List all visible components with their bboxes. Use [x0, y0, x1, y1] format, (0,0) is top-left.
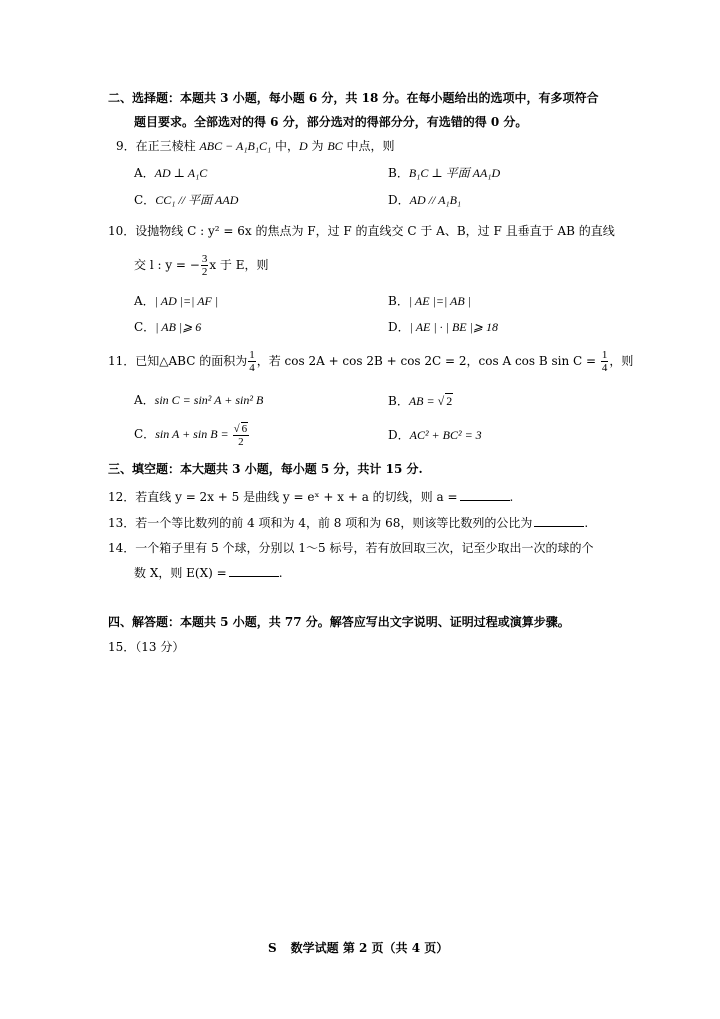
sqrt-symbol: √	[437, 394, 445, 408]
page-footer	[268, 941, 448, 955]
question-15: 15．（13 分）	[108, 640, 185, 654]
question-number: 12．	[108, 490, 136, 504]
q11-option-b: B．AB = √ 2	[388, 394, 453, 408]
question-12: 12．若直线 y = 2x + 5 是曲线 y = eˣ + x + a 的切线，则 a = .	[108, 490, 514, 504]
fraction: $\frac{√ 6}{2}$	[233, 422, 248, 448]
question-14-line2: 数 X，则 E(X) = .	[134, 566, 283, 580]
question-number: 9．	[116, 139, 136, 153]
answer-blank	[460, 490, 510, 501]
q9-option-b: B．B₁C ⊥ 平面 AA₁D	[388, 166, 501, 180]
section2-heading-line2: 题目要求。全部选对的得 6 分，部分选对的得部分分，有选错的得 0 分。	[134, 115, 528, 129]
question-number: 15．	[108, 640, 136, 654]
fraction: $\frac{1}{4}$	[249, 349, 255, 374]
question-10-line2: 交 l : y = − $\frac{3}{2}$ x 于 E，则	[134, 253, 269, 278]
question-11-stem: 11．已知△ABC 的面积为 $\frac{1}{4}$ ，若 cos 2A + cos 2B + cos 2C = 2，cos A cos B sin C = $\frac{1}{4}$ ，则	[108, 349, 634, 374]
question-9-stem: 9．在正三棱柱 ABC − A₁B₁C₁ 中，D 为 BC 中点，则	[116, 139, 395, 153]
q11-option-a: A．sin C = sin² A + sin² B	[134, 393, 264, 407]
fraction: $\frac{3}{2}$	[201, 253, 208, 278]
q10-option-d: D．| AE | · | BE |⩾ 18	[388, 320, 498, 334]
q11-option-c: C．sin A + sin B = $\frac{√ 6}{2}$	[134, 422, 248, 448]
q10-option-c: C．| AB |⩾ 6	[134, 320, 202, 334]
question-14-line1: 14．一个箱子里有 5 个球，分别以 1～5 标号，若有放回取三次，记至少取出一次的球的个	[108, 541, 594, 555]
question-number: 14．	[108, 541, 136, 555]
section4-heading: 四、解答题：本题共 5 小题，共 77 分。解答应写出文字说明、证明过程或演算步骤。	[108, 615, 570, 629]
section3-heading: 三、填空题：本大题共 3 小题，每小题 5 分，共计 15 分.	[108, 462, 423, 476]
question-10-line1: 10．设抛物线 C : y² = 6x 的焦点为 F，过 F 的直线交 C 于 A、B，过 F 且垂直于 AB 的直线	[108, 224, 615, 238]
footer-s: S	[268, 941, 277, 955]
answer-blank	[534, 516, 584, 527]
question-number: 13．	[108, 516, 136, 530]
question-13: 13．若一个等比数列的前 4 项和为 4，前 8 项和为 68，则该等比数列的公比为 .	[108, 516, 589, 530]
answer-blank	[229, 566, 279, 577]
q10-option-b: B．| AE |=| AB |	[388, 294, 472, 308]
question-number: 10．	[108, 224, 136, 238]
q9-option-c: C．CC₁ // 平面 AAD	[134, 193, 239, 207]
q9-option-d: D．AD // A₁B₁	[388, 193, 462, 207]
section2-heading-line1: 二、选择题：本题共 3 小题，每小题 6 分，共 18 分。在每小题给出的选项中，有多项符合	[108, 91, 599, 105]
q11-option-d: D．AC² + BC² = 3	[388, 428, 482, 442]
fraction: $\frac{1}{4}$	[601, 349, 608, 374]
footer-page-info: 数学试题 第 2 页（共 4 页）	[290, 941, 449, 955]
question-number: 11．	[108, 354, 136, 368]
q10-option-a: A．| AD |=| AF |	[134, 294, 219, 308]
q9-option-a: A．AD ⊥ A₁C	[134, 166, 208, 180]
